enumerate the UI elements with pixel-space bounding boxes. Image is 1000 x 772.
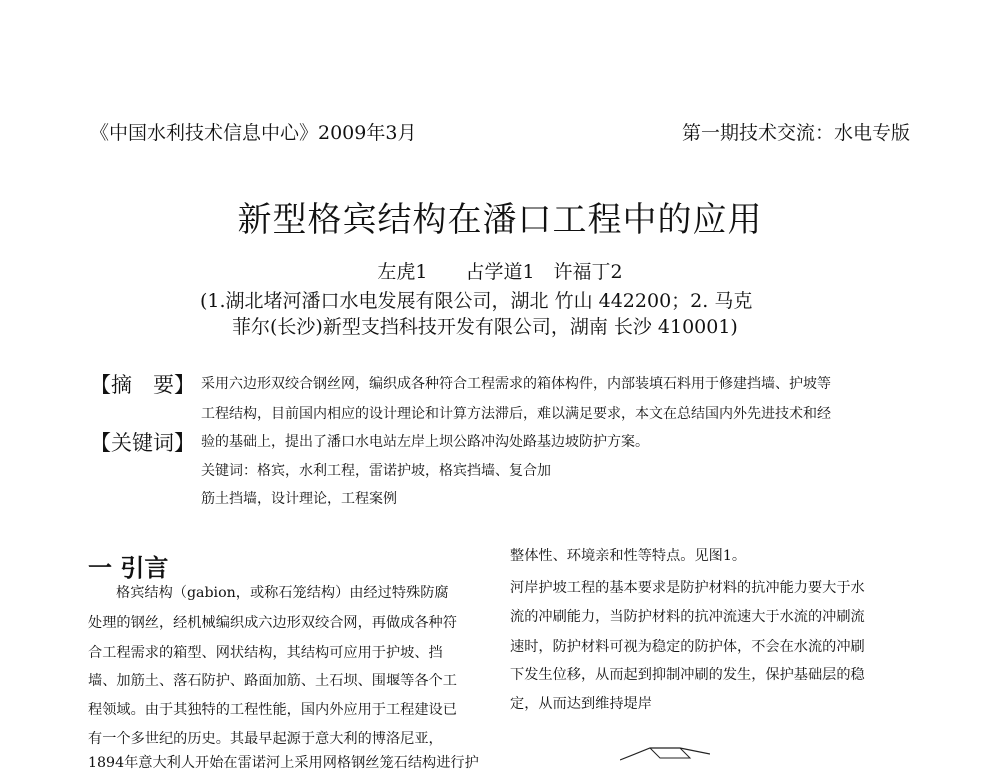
paper-title: 新型格宾结构在潘口工程中的应用: [237, 200, 763, 240]
abstract-label: 【摘 要】: [90, 373, 195, 397]
abstract-line: 验的基础上，提出了潘口水电站左岸上坝公路冲沟处路基边坡防护方案。: [201, 434, 649, 450]
affiliation-line: 菲尔(长沙)新型支挡科技开发有限公司，湖南 长沙 410001): [232, 316, 738, 338]
keywords-line: 关键词：格宾，水利工程，雷诺护坡，格宾挡墙、复合加: [201, 463, 551, 479]
affiliation-line: (1.湖北堵河潘口水电发展有限公司，湖北 竹山 442200；2. 马克: [200, 290, 753, 312]
figure-sketch: [620, 742, 710, 762]
body-text-line: 河岸护坡工程的基本要求是防护材料的抗冲能力要大于水: [510, 580, 865, 596]
issue-header: 第一期技术交流：水电专版: [681, 122, 910, 144]
author-list: 左虎1 占学道1 许福丁2: [377, 261, 623, 283]
body-text-line: 有一个多世纪的历史。其最早起源于意大利的博洛尼亚，: [88, 731, 443, 747]
abstract-line: 采用六边形双绞合钢丝网，编织成各种符合工程需求的箱体构件，内部装填石料用于修建挡墙、护坡等: [201, 376, 831, 392]
body-text-line: 速时，防护材料可视为稳定的防护体，不会在水流的冲刷: [510, 639, 865, 655]
body-text-line: 整体性、环境亲和性等特点。见图1。: [510, 548, 747, 564]
abstract-line: 工程结构，目前国内相应的设计理论和计算方法滞后，难以满足要求，本文在总结国内外先进技术和经: [201, 406, 831, 422]
keywords-line: 筋土挡墙，设计理论，工程案例: [201, 491, 397, 507]
body-text-line: 流的冲刷能力，当防护材料的抗冲流速大于水流的冲刷流: [510, 609, 865, 625]
body-text-line: 1894年意大利人开始在雷诺河上采用网格钢丝笼石结构进行护: [88, 755, 479, 771]
body-text-line: 处理的钢丝，经机械编织成六边形双绞合网，再做成各种符: [88, 615, 457, 631]
body-text-line: 墙、加筋土、落石防护、路面加筋、土石坝、围堰等各个工: [88, 673, 457, 689]
body-text-line: 下发生位移，从而起到抑制冲刷的发生，保护基础层的稳: [510, 667, 865, 683]
journal-header: 《中国水利技术信息中心》2009年3月: [90, 122, 417, 144]
body-text-line: 程领域。由于其独特的工程性能，国内外应用于工程建设已: [88, 702, 457, 718]
body-text-line: 合工程需求的箱型、网状结构，其结构可应用于护坡、挡: [88, 645, 443, 661]
body-text-line: 定，从而达到维持堤岸: [510, 696, 652, 712]
body-text-line: 格宾结构（gabion，或称石笼结构）由经过特殊防腐: [116, 585, 449, 601]
section-heading: 一 引言: [88, 554, 169, 582]
keywords-label: 【关键词】: [90, 431, 195, 455]
